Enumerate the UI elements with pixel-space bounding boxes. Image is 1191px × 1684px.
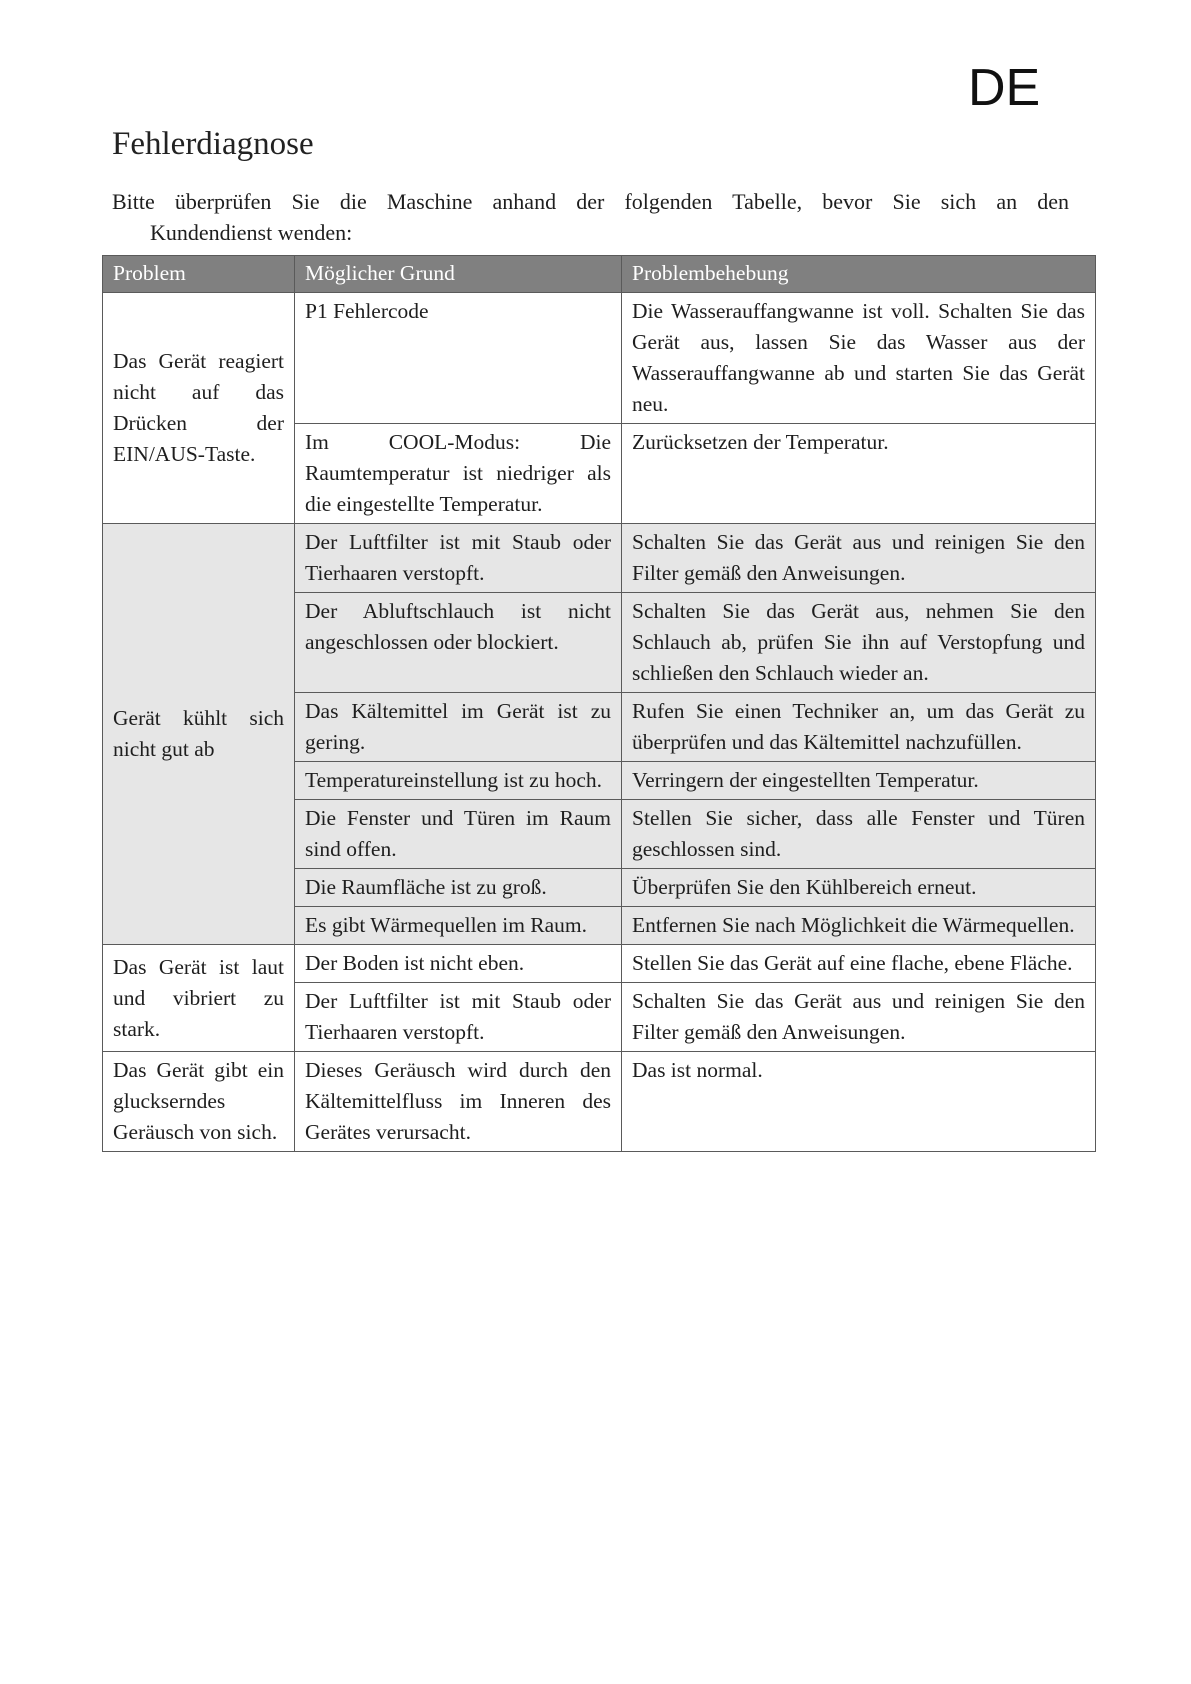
table-row [103,1052,1096,1152]
solution-cell: Das ist normal. [622,1052,1096,1152]
cause-cell: Der Luftfilter ist mit Staub oder Tierhaaren verstopft. [295,983,622,1052]
solution-cell: Stellen Sie sicher, dass alle Fenster und Türen geschlossen sind. [622,800,1096,869]
cause-cell: Die Fenster und Türen im Raum sind offen. [295,800,622,869]
table-row [103,524,1096,593]
solution-cell: Verringern der eingestellten Temperatur. [622,762,1096,800]
language-tag: DE [968,59,1041,117]
problem-cell: Das Gerät ist laut und vibriert zu stark. [103,945,295,1052]
cause-cell: Das Kältemittel im Gerät ist zu gering. [295,693,622,762]
problem-cell: Das Gerät reagiert nicht auf das Drücken der EIN/AUS-Taste. [103,293,295,524]
header-problem: Problem [103,256,295,293]
cause-cell: Im COOL-Modus: Die Raumtemperatur ist niedriger als die eingestellte Temperatur. [295,424,622,524]
cause-cell: Temperatureinstellung ist zu hoch. [295,762,622,800]
solution-cell: Stellen Sie das Gerät auf eine flache, ebene Fläche. [622,945,1096,983]
cause-cell: Der Boden ist nicht eben. [295,945,622,983]
solution-cell: Rufen Sie einen Techniker an, um das Gerät zu überprüfen und das Kältemittel nachzufüllen. [622,693,1096,762]
header-solution: Problembehebung [622,256,1096,293]
troubleshooting-table [102,255,1096,1152]
header-cause: Möglicher Grund [295,256,622,293]
solution-cell: Schalten Sie das Gerät aus, nehmen Sie den Schlauch ab, prüfen Sie ihn auf Verstopfung und schließen den Schlauch wieder an. [622,593,1096,693]
solution-cell: Schalten Sie das Gerät aus und reinigen Sie den Filter gemäß den Anweisungen. [622,983,1096,1052]
intro-text-line-1: Bitte überprüfen Sie die Maschine anhand der folgenden Tabelle, bevor Sie sich an den [112,189,1069,214]
cause-cell: Es gibt Wärmequellen im Raum. [295,907,622,945]
cause-cell: Der Abluftschlauch ist nicht angeschlossen oder blockiert. [295,593,622,693]
solution-cell: Die Wasserauffangwanne ist voll. Schalten Sie das Gerät aus, lassen Sie das Wasser aus der Wasserauffangwanne ab und starten Sie das Gerät neu. [622,293,1096,424]
cause-cell: Die Raumfläche ist zu groß. [295,869,622,907]
problem-cell: Das Gerät gibt ein gluckserndes Geräusch von sich. [103,1052,295,1152]
solution-cell: Überprüfen Sie den Kühlbereich erneut. [622,869,1096,907]
intro-text-line-2: Kundendienst wenden: [150,220,353,245]
solution-cell: Entfernen Sie nach Möglichkeit die Wärmequellen. [622,907,1096,945]
page-title: Fehlerdiagnose [112,126,314,162]
solution-cell: Zurücksetzen der Temperatur. [622,424,1096,524]
problem-cell: Gerät kühlt sich nicht gut ab [103,524,295,945]
table-row [103,293,1096,424]
table-row [103,945,1096,983]
cause-cell: P1 Fehlercode [295,293,622,424]
cause-cell: Der Luftfilter ist mit Staub oder Tierhaaren verstopft. [295,524,622,593]
solution-cell: Schalten Sie das Gerät aus und reinigen Sie den Filter gemäß den Anweisungen. [622,524,1096,593]
cause-cell: Dieses Geräusch wird durch den Kältemittelfluss im Inneren des Gerätes verursacht. [295,1052,622,1152]
table-header-row [103,256,1096,293]
